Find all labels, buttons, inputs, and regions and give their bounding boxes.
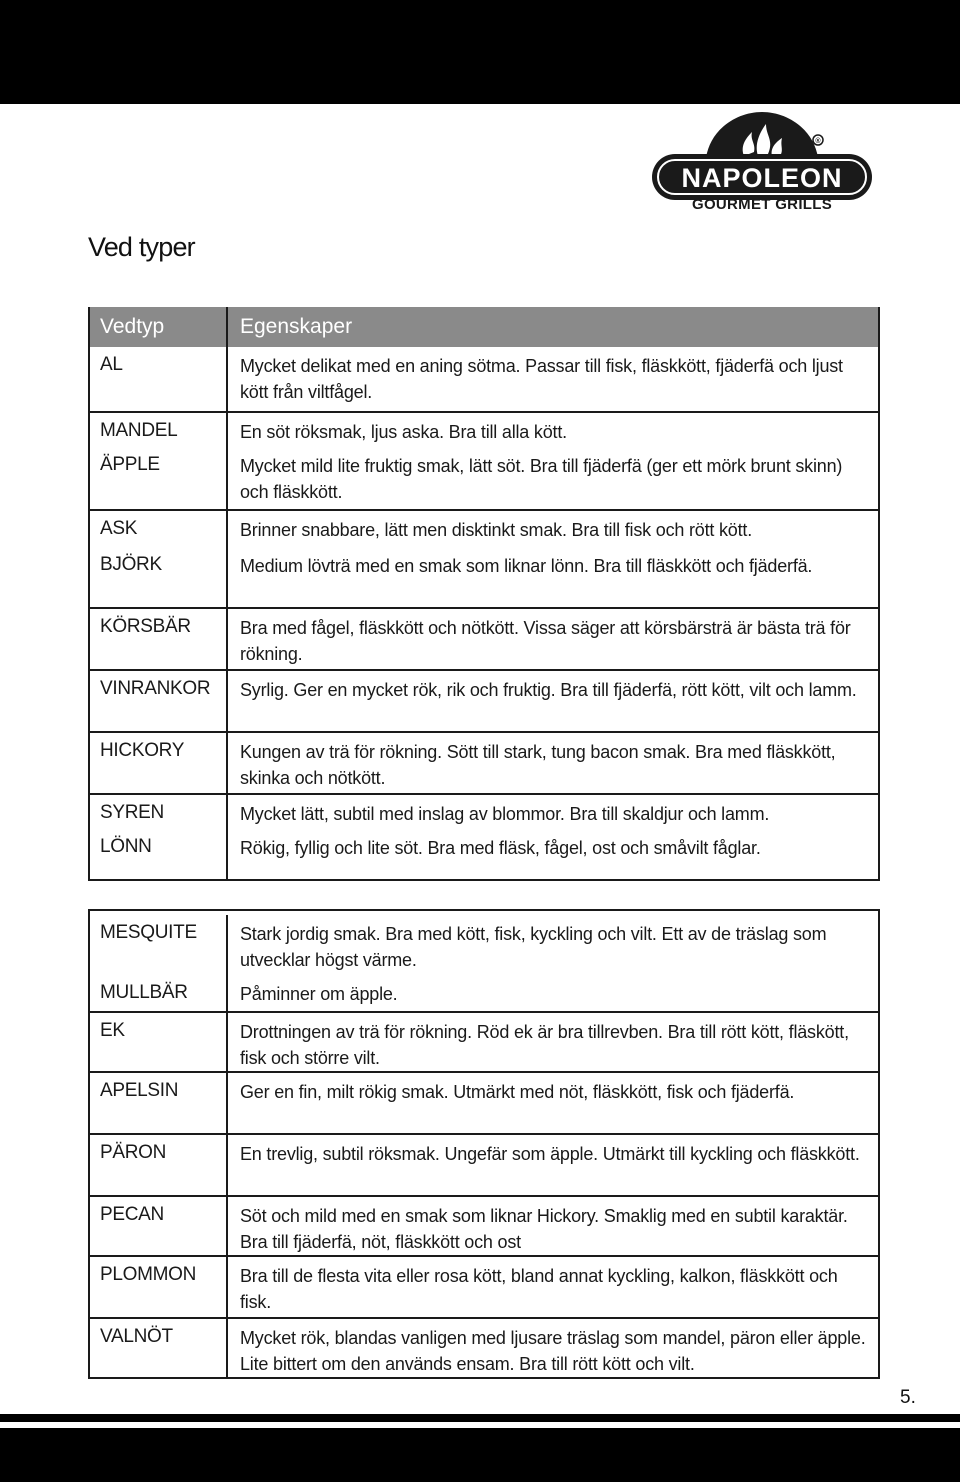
wood-description: Mycket rök, blandas vanligen med ljusare träslag som mandel, päron eller äpple. Lite bittert om den används ensam. Bra till rött kött och vilt. (226, 1319, 878, 1377)
bottom-black-bar (0, 1428, 960, 1482)
logo-brand-text: NAPOLEON (681, 163, 843, 193)
top-black-bar (0, 0, 960, 104)
wood-description: Ger en fin, milt rökig smak. Utmärkt med nöt, fläskkött, fisk och fjäderfä. (226, 1073, 878, 1133)
wood-description: Söt och mild med en smak som liknar Hickory. Smaklig med en subtil karaktär. Bra till fjäderfä, nöt, fläskkött och ost (226, 1197, 878, 1255)
table-row (90, 607, 878, 669)
wood-description: Bra med fågel, fläskkött och nötkött. Vissa säger att körsbärsträ är bästa trä för rökning. (226, 609, 878, 669)
wood-description: Medium lövträ med en smak som liknar lönn. Bra till fläskkött och fjäderfä. (226, 547, 878, 607)
table-row (90, 1255, 878, 1317)
wood-description: En söt röksmak, ljus aska. Bra till alla kött. (226, 413, 878, 447)
table-row (90, 669, 878, 731)
table-row (90, 1317, 878, 1377)
wood-name: MULLBÄR (100, 982, 188, 1003)
table-row (90, 829, 878, 879)
table-row (90, 793, 878, 829)
table-block-2 (88, 909, 880, 1379)
wood-description: En trevlig, subtil röksmak. Ungefär som äpple. Utmärkt till kyckling och fläskkött. (226, 1135, 878, 1195)
wood-name: MANDEL (100, 420, 178, 441)
wood-types-table (88, 307, 880, 1379)
wood-description: Påminner om äpple. (226, 975, 878, 1011)
table-row (90, 411, 878, 447)
table-row (90, 1071, 878, 1133)
wood-description: Drottningen av trä för rökning. Röd ek är bra tillrevben. Bra till rött kött, fläskött, fisk och större vilt. (226, 1013, 878, 1071)
wood-name: PÄRON (100, 1142, 167, 1163)
wood-name: SYREN (100, 802, 164, 823)
header-properties: Egenskaper (226, 307, 878, 347)
table-row (90, 1195, 878, 1255)
wood-description: Syrlig. Ger en mycket rök, rik och fruktig. Bra till fjäderfä, rött kött, vilt och lamm. (226, 671, 878, 731)
wood-name: LÖNN (100, 836, 152, 857)
table-row (90, 1133, 878, 1195)
logo-tagline: GOURMET GRILLS (691, 196, 833, 213)
table-row (90, 975, 878, 1011)
table-row (90, 347, 878, 411)
wood-name: APELSIN (100, 1080, 179, 1101)
wood-name: ASK (100, 518, 138, 539)
table-block-1 (88, 307, 880, 881)
wood-name: HICKORY (100, 740, 185, 761)
page-title: Ved typer (88, 232, 195, 262)
table-row (90, 547, 878, 607)
wood-name: PLOMMON (100, 1264, 197, 1285)
wood-description: Mycket delikat med en aning sötma. Passar till fisk, fläskkött, fjäderfä och ljust kött från viltfågel. (226, 347, 878, 411)
wood-name: KÖRSBÄR (100, 616, 191, 637)
wood-description: Rökig, fyllig och lite söt. Bra med fläsk, fågel, ost och småvilt fåglar. (226, 829, 878, 879)
logo-tagline-wrap (648, 196, 876, 220)
wood-name: ÄPPLE (100, 454, 160, 475)
page-number: 5. (900, 1387, 916, 1408)
header-wood-type: Vedtyp (100, 315, 165, 338)
bottom-rule (0, 1414, 960, 1422)
table-row (90, 1011, 878, 1071)
wood-description: Mycket mild lite fruktig smak, lätt söt. Bra till fjäderfä (ger ett mörk brunt skinn) och fläskkött. (226, 447, 878, 509)
wood-name: VINRANKOR (100, 678, 211, 699)
wood-name: VALNÖT (100, 1326, 173, 1347)
table-row (90, 911, 878, 975)
wood-name: AL (100, 354, 123, 375)
wood-description: Bra till de flesta vita eller rosa kött, bland annat kyckling, kalkon, fläskkött och fisk. (226, 1257, 878, 1317)
table-row (90, 509, 878, 547)
wood-description: Kungen av trä för rökning. Sött till stark, tung bacon smak. Bra med fläskkött, skinka och nötkött. (226, 733, 878, 793)
wood-description: Stark jordig smak. Bra med kött, fisk, kyckling och vilt. Ett av de träslag som utvecklar högst värme. (226, 915, 878, 975)
wood-name: EK (100, 1020, 125, 1041)
wood-name: MESQUITE (100, 922, 197, 943)
wood-name: BJÖRK (100, 554, 162, 575)
table-header (90, 307, 878, 347)
registered-mark: ® (815, 138, 821, 145)
wood-description: Brinner snabbare, lätt men disktinkt smak. Bra till fisk och rött kött. (226, 511, 878, 547)
wood-name: PECAN (100, 1204, 164, 1225)
table-row (90, 447, 878, 509)
table-row (90, 731, 878, 793)
wood-description: Mycket lätt, subtil med inslag av blommor. Bra till skaldjur och lamm. (226, 795, 878, 829)
